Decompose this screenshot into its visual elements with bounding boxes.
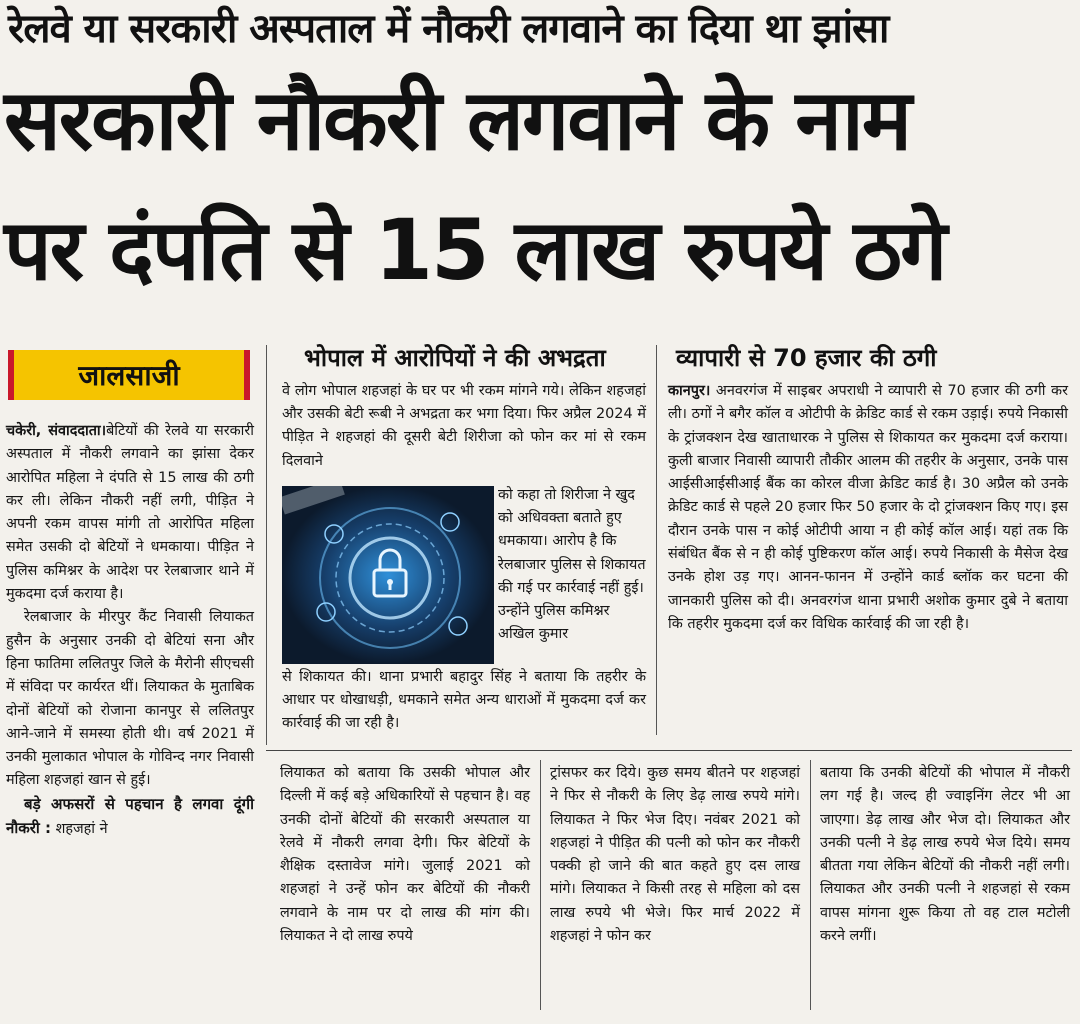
trader-section-body: अनवरगंज में साइबर अपराधी ने व्यापारी से 70 हजार की ठगी कर ली। ठगों ने बगैर कॉल व ओटीपी के क्रेडिट कार्ड से रकम उड़ाई। रुपये निकासी के ट्रांजक्शन देख खाताधारक ने पुलिस से शिकायत कर मुकदमा दर्ज कराया। कुली बाजार निवासी व्यापारी तौकीर आलम की तहरीर के अनुसार, उनके पास आईसीआईसीआई बैंक का कोरल वीजा क्रेडिट कार्ड है। 30 अप्रैल को उनके क्रेडिट कार्ड से पहले 20 हजार फिर 50 हजार के दो ट्रांजक्शन किए गए। इस दौरान उनके पास न कोई ओटीपी आया न ही कोई कॉल आई। यहां तक कि संबंधित बैंक से न ही कोई पुष्टिकरण कॉल आई। रुपये निकासी के मैसेज देख उनके होश उड़ गए। आनन-फानन में उन्होंने कार्ड ब्लॉक कर घटना की जानकारी पुलिस को दी। अनवरगंज थाना प्रभारी अशोक कुमार दुबे ने बताया कि तहरीर मुकदमा दर्ज कर विधिक कार्रवाई की जा रही है।: [668, 383, 1068, 632]
main-story-para-1: [6, 420, 254, 606]
trader-section-text: [668, 380, 1068, 636]
bhopal-section-bottom-para: से शिकायत की। थाना प्रभारी बहादुर सिंह ने बताया कि तहरीर के आधार पर धोखाधड़ी, धमकाने समेत अन्य धाराओं में मुकदमा दर्ज कर कार्रवाई की जा रही है।: [282, 669, 646, 732]
bhopal-section-wrap-para: को कहा तो शिरीजा ने खुद को अधिवक्ता बताते हुए धमकाया। आरोप है कि रेलबाजार पुलिस से शिकायत की गई पर कार्रवाई नहीं हुई। उन्होंने पुलिस कमिश्नर अखिल कुमार: [498, 487, 646, 643]
bhopal-section-top-para: वे लोग भोपाल शहजहां के घर पर भी रकम मांगने गये। लेकिन शहजहां और उसकी बेटी रूबी ने अभद्रता कर भगा दिया। फिर अप्रैल 2024 में पीड़ित ने शहजहां की दूसरी बेटी शिरीजा को फोन कर मां से रकम दिलवाने: [282, 383, 646, 469]
main-story-para-1-text: बेटियों की रेलवे या सरकारी अस्पताल में नौकरी लगवाने का झांसा देकर आरोपित महिला ने दंपति से 15 लाख की ठगी कर ली। लेकिन नौकरी नहीं लगी, पीड़ित ने अपनी रकम वापस मांगी तो आरोपित महिला समेत उसकी दो बेटियों ने धमकाया। पीड़ित ने पुलिस कमिश्नर के आदेश पर रेलबाजार थाने में मुकदमा दर्ज कराया है।: [6, 423, 254, 603]
divider-middle: [656, 345, 657, 735]
divider-lower-1: [540, 760, 541, 1010]
trader-section-para: [668, 380, 1068, 636]
bhopal-section-wrap-text: [498, 484, 646, 646]
main-headline-line-1: सरकारी नौकरी लगवाने के नाम: [4, 71, 910, 169]
main-story-column-2: [280, 762, 530, 948]
main-story-dateline: चकेरी, संवाददाता।: [6, 423, 107, 439]
bhopal-section-bottom-text: [282, 666, 646, 736]
main-story-col4-text: बताया कि उनकी बेटियों की भोपाल में नौकरी लग गई है। जल्द ही ज्वाइनिंग लेटर भी आ जाएगा। डेढ़ लाख और भेज दो। लियाकत और उनकी पत्नी ने डेढ़ लाख रुपये भेज दिये। समय बीतता गया लेकिन बेटियों की नौकरी नहीं लगी। लियाकत और उनकी पत्नी ने शहजहां से रकम वापस मांगना शुरू किया तो वह टाल मटोली करने लगीं।: [820, 765, 1070, 945]
bhopal-section-top-text: [282, 380, 646, 473]
main-story-para-3: [6, 793, 254, 842]
main-story-column-3: [550, 762, 800, 948]
main-story-para-2: रेलबाजार के मीरपुर कैंट निवासी लियाकत हुसैन के अनुसार उनकी दो बेटियां सना और हिना फातिमा ललितपुर जिले के मैरोनी सीएचसी में संविदा पर कार्यरत थीं। लियाकत के मुताबिक दोनों बेटियों को रोजाना कानपुर से ललितपुर आने-जाने में समस्या होती थी। वर्ष 2021 में उनकी मुलाकात भोपाल के गोविन्द नगर निवासी महिला शहजहां खान से हुई।: [6, 609, 254, 789]
main-story-column-4: [820, 762, 1070, 948]
category-badge: [8, 350, 250, 400]
main-story-col3-text: ट्रांसफर कर दिये। कुछ समय बीतने पर शहजहां ने फिर से नौकरी के लिए डेढ़ लाख रुपये मांगे। लियाकत ने फिर भेज दिए। नवंबर 2021 को शहजहां ने पीड़ित की पत्नी को फोन कर नौकरी पक्की हो जाने की बात कहते हुए दस लाख मांगे। लियाकत ने किसी तरह से महिला को दस लाख रुपये भी भेजे। फिर मार्च 2022 में शहजहां ने फोन कर: [550, 765, 800, 945]
main-headline-line-2: पर दंपति से 15 लाख रुपये ठगे: [4, 201, 946, 299]
main-story-col2-text: लियाकत को बताया कि उसकी भोपाल और दिल्ली में कई बड़े अधिकारियों से पहचान है। वह उनकी दोनों बेटियों की सरकारी अस्पताल या रेलवे में नौकरी लगवा देगी। फिर बेटियों के शैक्षिक दस्तावेज मांगे। जुलाई 2021 को शहजहां ने उन्हें फोन कर बेटियों की नौकरी लगवाने के नाम पर दो लाख की मांग की। लियाकत ने दो लाख रुपये: [280, 765, 530, 945]
cyber-security-image: [282, 486, 494, 664]
main-story-subhead: बड़े अफसरों से पहचान है लगवा दूंगी नौकरी :: [6, 794, 254, 838]
divider-left: [266, 345, 267, 745]
main-story-para-3-text: शहजहां ने: [55, 821, 108, 838]
bhopal-section-title: भोपाल में आरोपियों ने की अभद्रता: [304, 344, 606, 372]
main-story-column-1: [6, 420, 254, 841]
divider-lower-2: [810, 760, 811, 1010]
trader-section-title: व्यापारी से 70 हजार की ठगी: [676, 344, 937, 372]
trader-section-dateline: कानपुर।: [668, 383, 711, 399]
section-divider: [266, 750, 1072, 751]
cyber-security-padlock-icon: [282, 486, 494, 664]
category-label: जालसाजी: [78, 359, 180, 392]
kicker-headline: रेलवे या सरकारी अस्पताल में नौकरी लगवाने का दिया था झांसा: [8, 6, 889, 52]
